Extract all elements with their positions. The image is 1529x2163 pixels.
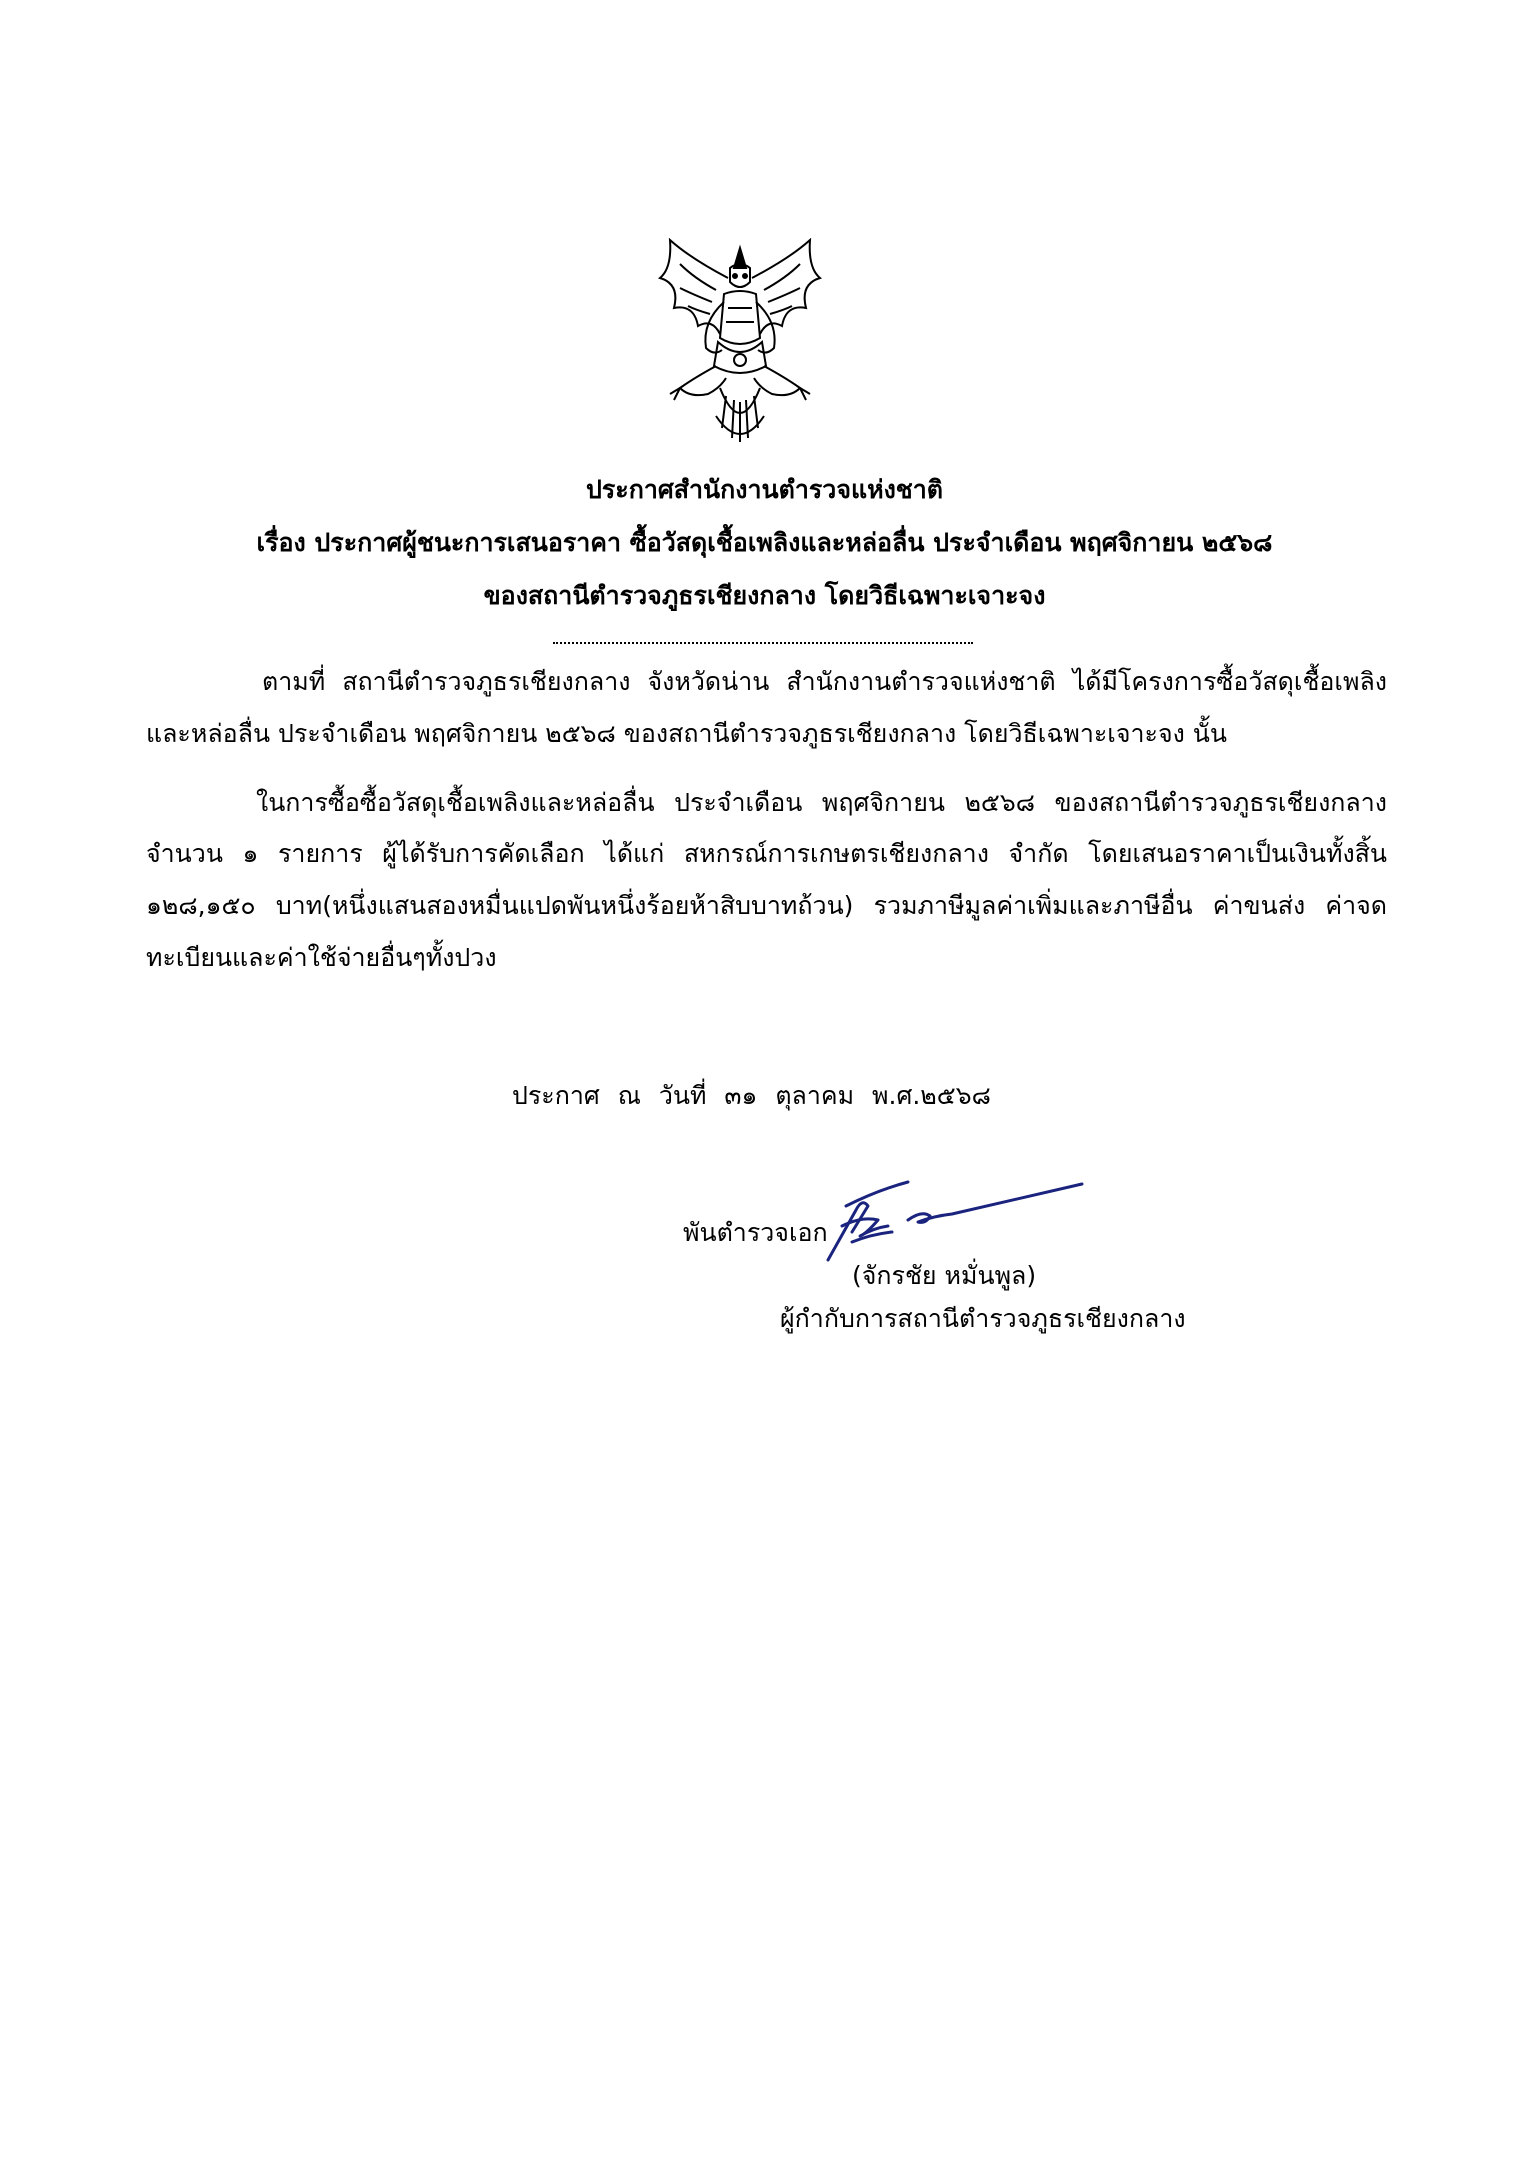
document-subject-continued: ของสถานีตำรวจภูธรเชียงกลาง โดยวิธีเฉพาะเจาะจง bbox=[483, 581, 1046, 610]
body-paragraph-2-line-3: ๑๒๘,๑๕๐ บาท(หนึ่งแสนสองหมื่นแปดพันหนึ่งร้อยห้าสิบบาทถ้วน) รวมภาษีมูลค่าเพิ่มและภาษีอื่น ค่าขนส่ง ค่าจด bbox=[146, 891, 1387, 920]
header-divider bbox=[553, 642, 973, 644]
signatory-position: ผู้กำกับการสถานีตำรวจภูธรเชียงกลาง bbox=[780, 1304, 1186, 1333]
handwritten-signature bbox=[822, 1176, 1092, 1262]
garuda-emblem-icon bbox=[650, 238, 830, 458]
body-paragraph-2-line-1: ในการซื้อซื้อวัสดุเชื้อเพลิงและหล่อลื่น ประจำเดือน พฤศจิกายน ๒๕๖๘ ของสถานีตำรวจภูธรเชียงกลาง bbox=[256, 788, 1387, 817]
announcement-date: ประกาศ ณ วันที่ ๓๑ ตุลาคม พ.ศ.๒๕๖๘ bbox=[512, 1081, 991, 1110]
signatory-rank: พันตำรวจเอก bbox=[683, 1218, 828, 1247]
body-paragraph-1-line-1: ตามที่ สถานีตำรวจภูธรเชียงกลาง จังหวัดน่าน สำนักงานตำรวจแห่งชาติ ได้มีโครงการซื้อวัสดุเชื้อเพลิง bbox=[262, 667, 1387, 696]
body-paragraph-2-line-4: ทะเบียนและค่าใช้จ่ายอื่นๆทั้งปวง bbox=[146, 943, 497, 972]
body-paragraph-2-line-2: จำนวน ๑ รายการ ผู้ได้รับการคัดเลือก ได้แก่ สหกรณ์การเกษตรเชียงกลาง จำกัด โดยเสนอราคาเป็นเงินทั้งสิ้น bbox=[146, 839, 1387, 868]
document-subject: เรื่อง ประกาศผู้ชนะการเสนอราคา ซื้อวัสดุเชื้อเพลิงและหล่อลื่น ประจำเดือน พฤศจิกายน ๒๕๖๘ bbox=[256, 528, 1273, 557]
signatory-name: (จักรชัย หมั่นพูล) bbox=[852, 1261, 1037, 1290]
body-paragraph-1-line-2: และหล่อลื่น ประจำเดือน พฤศจิกายน ๒๕๖๘ ของสถานีตำรวจภูธรเชียงกลาง โดยวิธีเฉพาะเจาะจง นั้น bbox=[146, 719, 1227, 748]
document-title: ประกาศสำนักงานตำรวจแห่งชาติ bbox=[585, 475, 944, 504]
